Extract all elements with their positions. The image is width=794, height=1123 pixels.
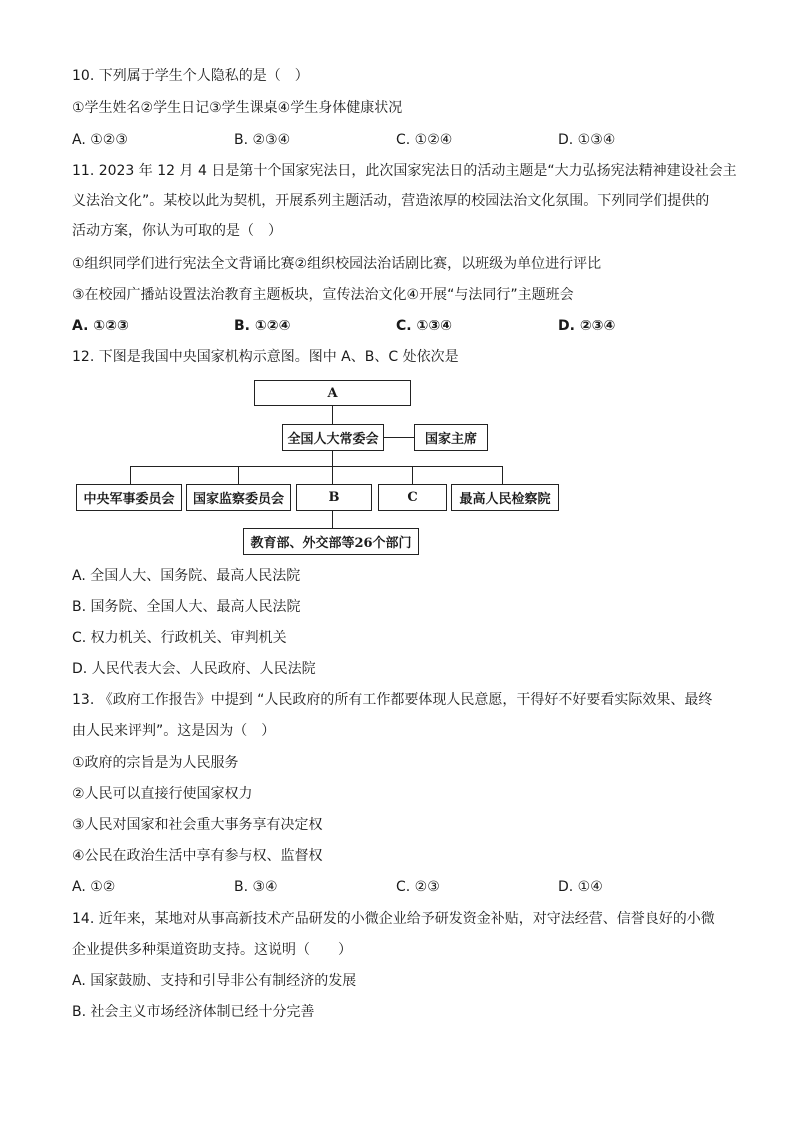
q11-stem-line-2: 义法治文化”。某校以此为契机，开展系列主题活动，营造浓厚的校园法治文化氛围。下列同学们提供的 — [72, 193, 710, 209]
q13-option-d: D. ①④ — [558, 879, 603, 895]
connector-drop-4 — [412, 466, 413, 484]
box-ministries: 教育部、外交部等26个部门 — [243, 528, 419, 555]
q13-option-a: A. ①② — [72, 879, 116, 895]
q12-stem: 12. 下图是我国中央国家机构示意图。图中 A、B、C 处依次是 — [72, 349, 459, 365]
q11-items-line-1: ①组织同学们进行宪法全文背诵比赛②组织校园法治话剧比赛，以班级为单位进行评比 — [72, 256, 602, 272]
q11-option-b: B. ①②④ — [234, 318, 291, 334]
q10-option-d: D. ①③④ — [558, 132, 616, 148]
connector-drop-3 — [332, 466, 333, 484]
box-president: 国家主席 — [414, 424, 488, 451]
connector-drop-1 — [130, 466, 131, 484]
q13-stem-line-2: 由人民来评判”。这是因为（ ） — [72, 723, 276, 739]
box-national-supervisory-commission: 国家监察委员会 — [186, 484, 291, 511]
q11-option-c: C. ①③④ — [396, 318, 453, 334]
q12-option-b: B. 国务院、全国人大、最高人民法院 — [72, 599, 301, 615]
q10-option-b: B. ②③④ — [234, 132, 291, 148]
q11-items-line-2: ③在校园广播站设置法治教育主题板块，宣传法治文化④开展“与法同行”主题班会 — [72, 287, 574, 303]
q13-option-b: B. ③④ — [234, 879, 278, 895]
q12-option-c: C. 权力机关、行政机关、审判机关 — [72, 630, 287, 646]
q14-stem-line-1: 14. 近年来，某地对从事高新技术产品研发的小微企业给予研发资金补贴，对守法经营、信誉良好的小微 — [72, 911, 715, 927]
q13-item-3: ③人民对国家和社会重大事务享有决定权 — [72, 817, 323, 833]
q11-stem-line-3: 活动方案，你认为可取的是（ ） — [72, 223, 282, 239]
q13-stem-line-1: 13. 《政府工作报告》中提到 “人民政府的所有工作都要体现人民意愿，干得好不好要看实际效果、最终 — [72, 692, 713, 708]
box-central-military-commission: 中央军事委员会 — [76, 484, 182, 511]
box-a: A — [254, 380, 411, 406]
connector-horizontal-bar — [130, 466, 502, 467]
connector-npcsc-down — [332, 451, 333, 466]
box-supreme-procuratorate: 最高人民检察院 — [451, 484, 559, 511]
q11-option-a: A. ①②③ — [72, 318, 129, 334]
connector-drop-2 — [238, 466, 239, 484]
q14-stem-line-2: 企业提供多种渠道资助支持。这说明（ ） — [72, 942, 352, 958]
q10-stem: 10. 下列属于学生个人隐私的是（ ） — [72, 68, 309, 84]
q14-option-b: B. 社会主义市场经济体制已经十分完善 — [72, 1004, 315, 1020]
q10-option-c: C. ①②④ — [396, 132, 453, 148]
q13-item-4: ④公民在政治生活中享有参与权、监督权 — [72, 848, 323, 864]
box-c: C — [378, 484, 447, 511]
box-b: B — [296, 484, 372, 511]
q12-option-a: A. 全国人大、国务院、最高人民法院 — [72, 568, 301, 584]
connector-npcsc-to-president — [384, 437, 414, 438]
q12-option-d: D. 人民代表大会、人民政府、人民法院 — [72, 661, 316, 677]
q10-option-a: A. ①②③ — [72, 132, 128, 148]
q13-item-1: ①政府的宗旨是为人民服务 — [72, 755, 239, 771]
q13-option-c: C. ②③ — [396, 879, 440, 895]
connector-a-to-npcsc — [332, 406, 333, 424]
connector-b-to-ministries — [332, 511, 333, 528]
connector-drop-5 — [502, 466, 503, 484]
box-npcsc: 全国人大常委会 — [282, 424, 384, 451]
q11-stem-line-1: 11. 2023 年 12 月 4 日是第十个国家宪法日，此次国家宪法日的活动主题是“大力弘扬宪法精神建设社会主 — [72, 163, 737, 179]
q11-option-d: D. ②③④ — [558, 318, 616, 334]
q14-option-a: A. 国家鼓励、支持和引导非公有制经济的发展 — [72, 973, 357, 989]
q13-item-2: ②人民可以直接行使国家权力 — [72, 786, 253, 802]
q10-items: ①学生姓名②学生日记③学生课桌④学生身体健康状况 — [72, 100, 403, 116]
